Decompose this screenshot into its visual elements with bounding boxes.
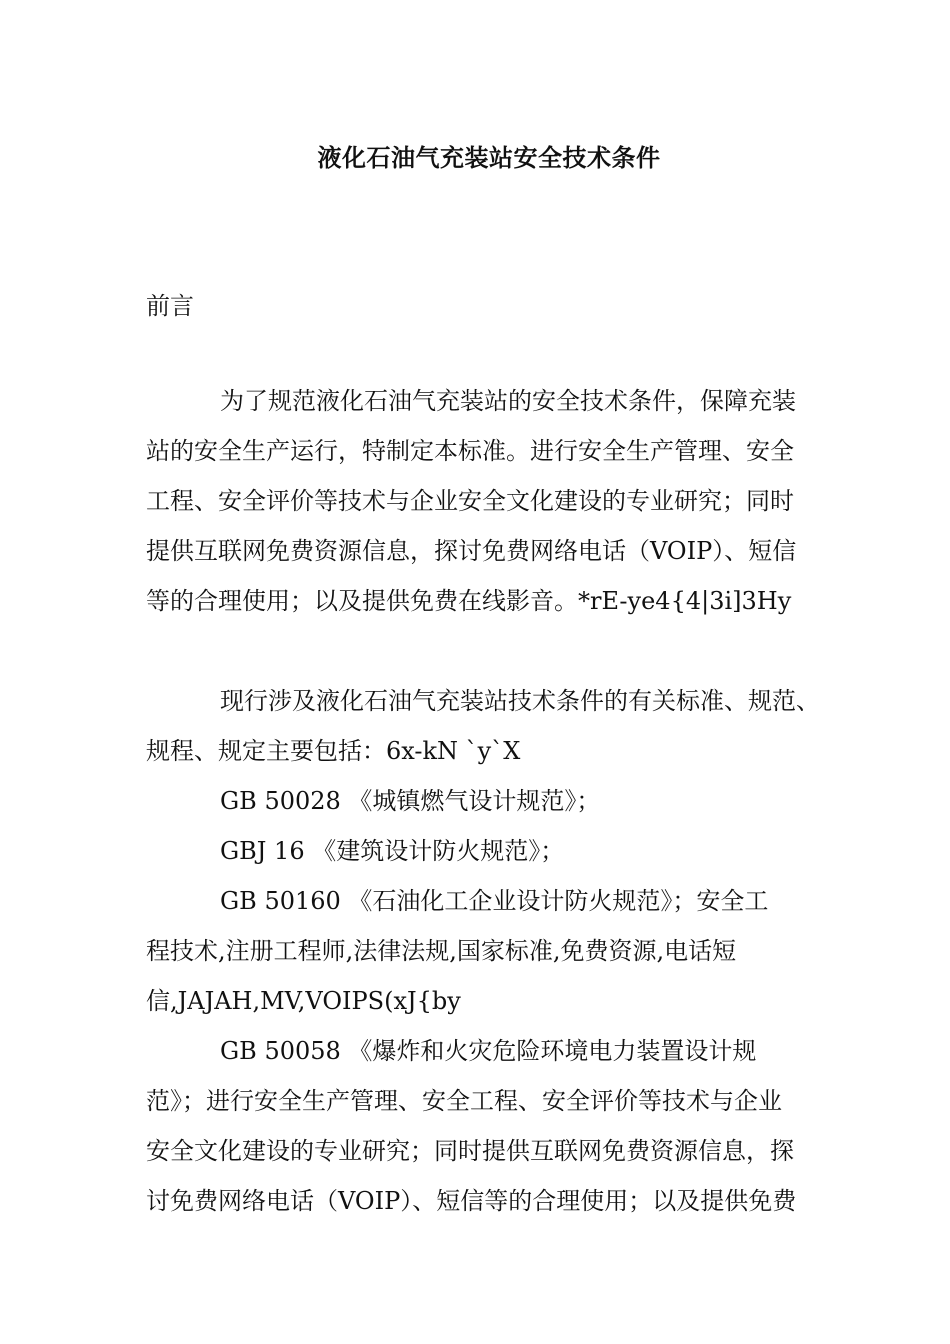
standard-line: GB 50028 《城镇燃气设计规范》； xyxy=(220,787,601,815)
paragraph-line: 等的合理使用；以及提供免费在线影音。*rE-ye4{4|3i]3Hy xyxy=(146,587,792,615)
paragraph-line: 站的安全生产运行，特制定本标准。进行安全生产管理、安全 xyxy=(146,437,794,465)
standard-line: GB 50160 《石油化工企业设计防火规范》；安全工 xyxy=(220,887,769,915)
standard-line: 讨免费网络电话（VOIP）、短信等的合理使用；以及提供免费 xyxy=(146,1187,797,1215)
standard-line: GBJ 16 《建筑设计防火规范》； xyxy=(220,837,565,865)
standard-line: 信,JAJAH,MV,VOIPS(xJ{by xyxy=(146,987,461,1015)
document-title: 液化石油气充装站安全技术条件 xyxy=(317,143,661,172)
paragraph-line: 现行涉及液化石油气充装站技术条件的有关标准、规范、 xyxy=(220,687,820,715)
section-heading: 前言 xyxy=(146,292,194,320)
paragraph-line: 工程、安全评价等技术与企业安全文化建设的专业研究；同时 xyxy=(146,487,794,515)
paragraph-line: 为了规范液化石油气充装站的安全技术条件，保障充装 xyxy=(220,387,796,415)
standard-line: 范》；进行安全生产管理、安全工程、安全评价等技术与企业 xyxy=(146,1087,782,1115)
standard-line: GB 50058 《爆炸和火灾危险环境电力装置设计规 xyxy=(220,1037,757,1065)
standard-line: 安全文化建设的专业研究；同时提供互联网免费资源信息，探 xyxy=(146,1137,794,1165)
paragraph-line: 规程、规定主要包括：6x-kN `y`X xyxy=(146,737,521,765)
paragraph-line: 提供互联网免费资源信息，探讨免费网络电话（VOIP）、短信 xyxy=(146,537,797,565)
standard-line: 程技术,注册工程师,法律法规,国家标准,免费资源,电话短 xyxy=(146,937,737,965)
